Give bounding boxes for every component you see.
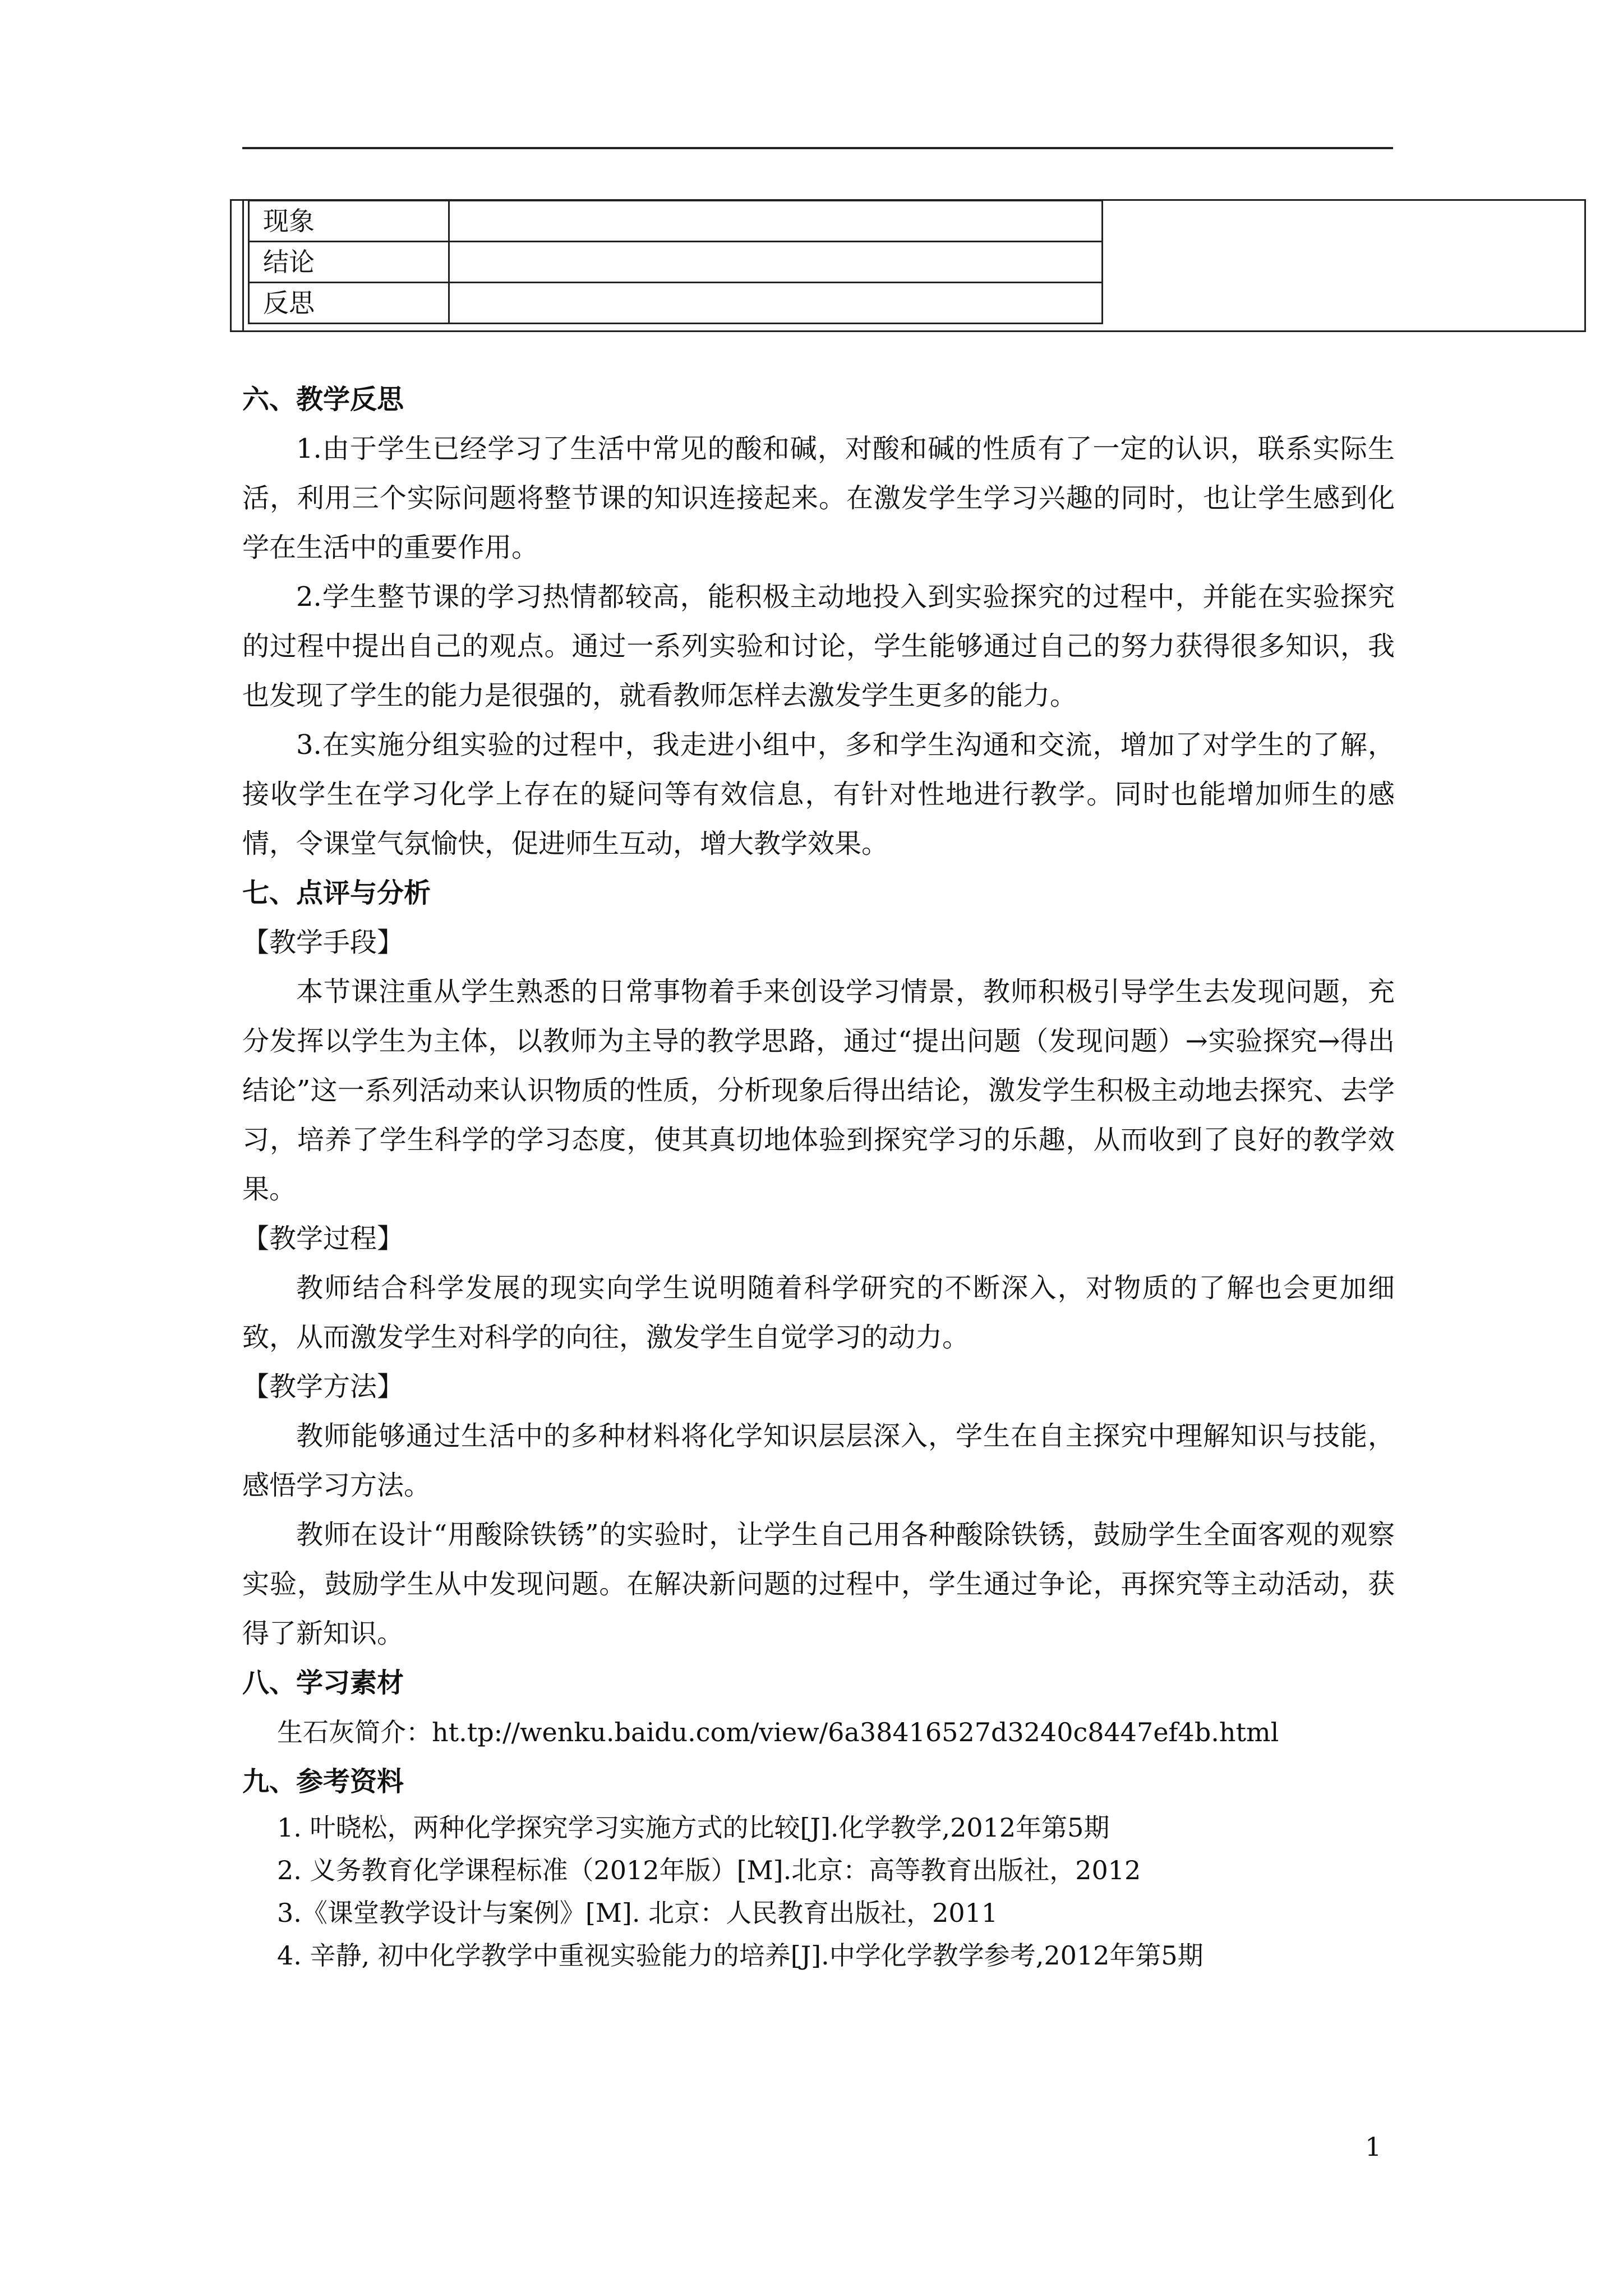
table-value-reflection	[449, 283, 1103, 324]
reflection-paragraph: 1.由于学生已经学习了生活中常见的酸和碱，对酸和碱的性质有了一定的认识，联系实际生活，利用三个实际问题将整节课的知识连接起来。在激发学生学习兴趣的同时，也让学生感到化学在生活中的重要作用。	[242, 433, 1395, 563]
reference-item: 1. 叶晓松，两种化学探究学习实施方式的比较[J].化学教学,2012年第5期	[277, 1812, 1110, 1843]
teaching-process-paragraph: 教师结合科学发展的现实向学生说明随着科学研究的不断深入，对物质的了解也会更加细致，从而激发学生对科学的向往，激发学生自觉学习的动力。	[242, 1272, 1395, 1353]
section-heading-review-analysis: 七、点评与分析	[242, 877, 431, 909]
table-label-reflection: 反思	[249, 283, 449, 324]
table-value-phenomenon	[449, 201, 1103, 242]
experiment-table	[248, 200, 1103, 324]
table-label-conclusion: 结论	[249, 242, 449, 283]
section-heading-references: 九、参考资料	[242, 1766, 404, 1797]
section-heading-teaching-reflection: 六、教学反思	[242, 384, 404, 415]
table-label-phenomenon: 现象	[249, 201, 449, 242]
section-heading-learning-materials: 八、学习素材	[242, 1667, 404, 1699]
reflection-paragraph: 2.学生整节课的学习热情都较高，能积极主动地投入到实验探究的过程中，并能在实验探究的过程中提出自己的观点。通过一系列实验和讨论，学生能够通过自己的努力获得很多知识，我也发现了学生的能力是很强的，就看教师怎样去激发学生更多的能力。	[242, 581, 1395, 711]
teaching-method-paragraph: 教师能够通过生活中的多种材料将化学知识层层深入，学生在自主探究中理解知识与技能，感悟学习方法。	[242, 1420, 1395, 1501]
table-row	[249, 242, 1103, 283]
learning-material-link: 生石灰简介：ht.tp://wenku.baidu.com/view/6a38416527d3240c8447ef4b.html	[277, 1717, 1279, 1747]
subheading-teaching-process: 【教学过程】	[242, 1223, 404, 1254]
reference-item: 3.《课堂教学设计与案例》[M]. 北京：人民教育出版社，2011	[277, 1898, 998, 1928]
page-number: 1	[1365, 2132, 1382, 2162]
subheading-teaching-method: 【教学方法】	[242, 1371, 404, 1402]
document-body	[242, 375, 1395, 1977]
reference-item: 4. 辛静, 初中化学教学中重视实验能力的培养[J].中学化学教学参考,2012年第5期	[277, 1940, 1204, 1971]
teaching-means-paragraph: 本节课注重从学生熟悉的日常事物着手来创设学习情景，教师积极引导学生去发现问题，充分发挥以学生为主体，以教师为主导的教学思路，通过“提出问题（发现问题）→实验探究→得出结论”这一系列活动来认识物质的性质，分析现象后得出结论，激发学生积极主动地去探究、去学习，培养了学生科学的学习态度，使其真切地体验到探究学习的乐趣，从而收到了良好的教学效果。	[242, 976, 1395, 1205]
header-rule	[242, 147, 1393, 149]
table-left-border	[242, 199, 244, 332]
subheading-teaching-means: 【教学手段】	[242, 927, 404, 958]
reflection-paragraph: 3.在实施分组实验的过程中，我走进小组中，多和学生沟通和交流，增加了对学生的了解，接收学生在学习化学上存在的疑问等有效信息，有针对性地进行教学。同时也能增加师生的感情，令课堂气氛愉快，促进师生互动，增大教学效果。	[242, 729, 1395, 859]
table-row	[249, 201, 1103, 242]
table-value-conclusion	[449, 242, 1103, 283]
table-row	[249, 283, 1103, 324]
teaching-method-paragraph: 教师在设计“用酸除铁锈”的实验时，让学生自己用各种酸除铁锈，鼓励学生全面客观的观察实验，鼓励学生从中发现问题。在解决新问题的过程中，学生通过争论，再探究等主动活动，获得了新知识。	[242, 1519, 1395, 1649]
reference-item: 2. 义务教育化学课程标准（2012年版）[M].北京：高等教育出版社，2012	[277, 1855, 1141, 1885]
